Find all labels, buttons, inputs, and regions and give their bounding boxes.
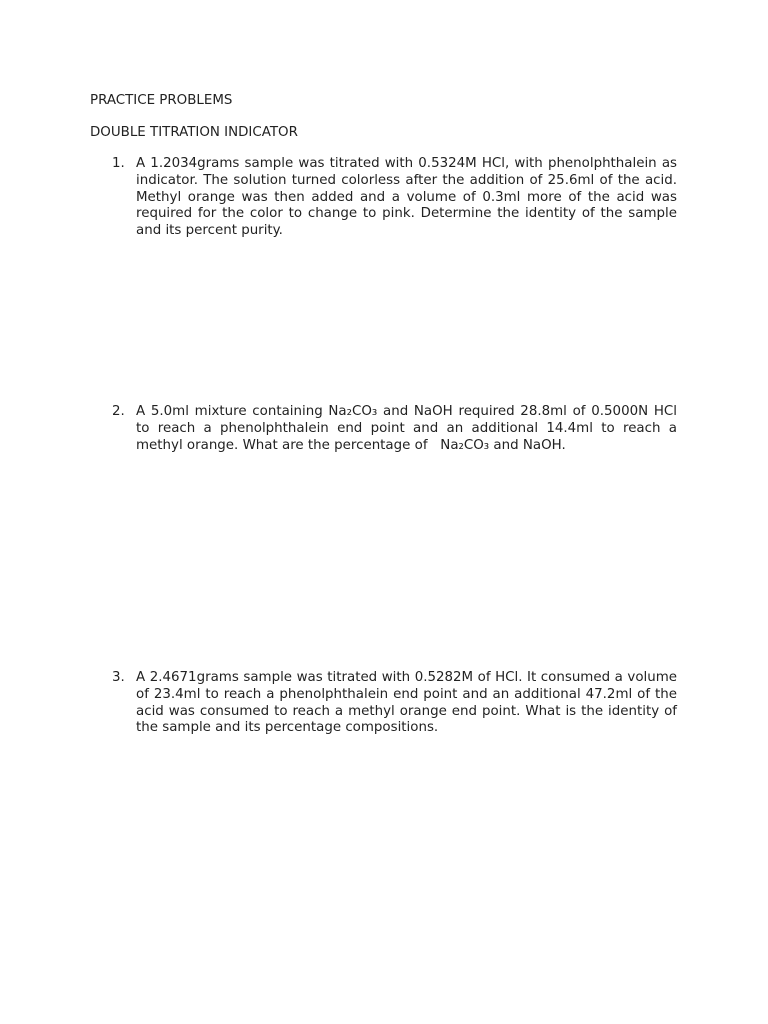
section-heading: DOUBLE TITRATION INDICATOR	[90, 125, 298, 140]
problem-text: A 1.2034grams sample was titrated with 0.5324M HCl, with phenolphthalein as indicator. The solution turned colorless after the addition of 25.6ml of the acid. Methyl orange was then added and a volume of 0.3ml more of the acid was required for the color to change to pink. Determine the identity of the sample and its percent purity.	[136, 156, 677, 239]
problem-number: 1.	[112, 156, 125, 171]
page-title: PRACTICE PROBLEMS	[90, 93, 233, 108]
problem-text: A 5.0ml mixture containing Na₂CO₃ and NaOH required 28.8ml of 0.5000N HCl to reach a phenolphthalein end point and an additional 14.4ml to reach a methyl orange. What are the percentage of Na₂CO₃ and NaOH.	[136, 404, 682, 453]
problem-number: 2.	[112, 404, 125, 419]
problem-number: 3.	[112, 670, 125, 685]
problem-text: A 2.4671grams sample was titrated with 0.5282M of HCl. It consumed a volume of 23.4ml to reach a phenolphthalein end point and an additional 47.2ml of the acid was consumed to reach a methyl orange end point. What is the identity of the sample and its percentage compositions.	[136, 670, 677, 736]
